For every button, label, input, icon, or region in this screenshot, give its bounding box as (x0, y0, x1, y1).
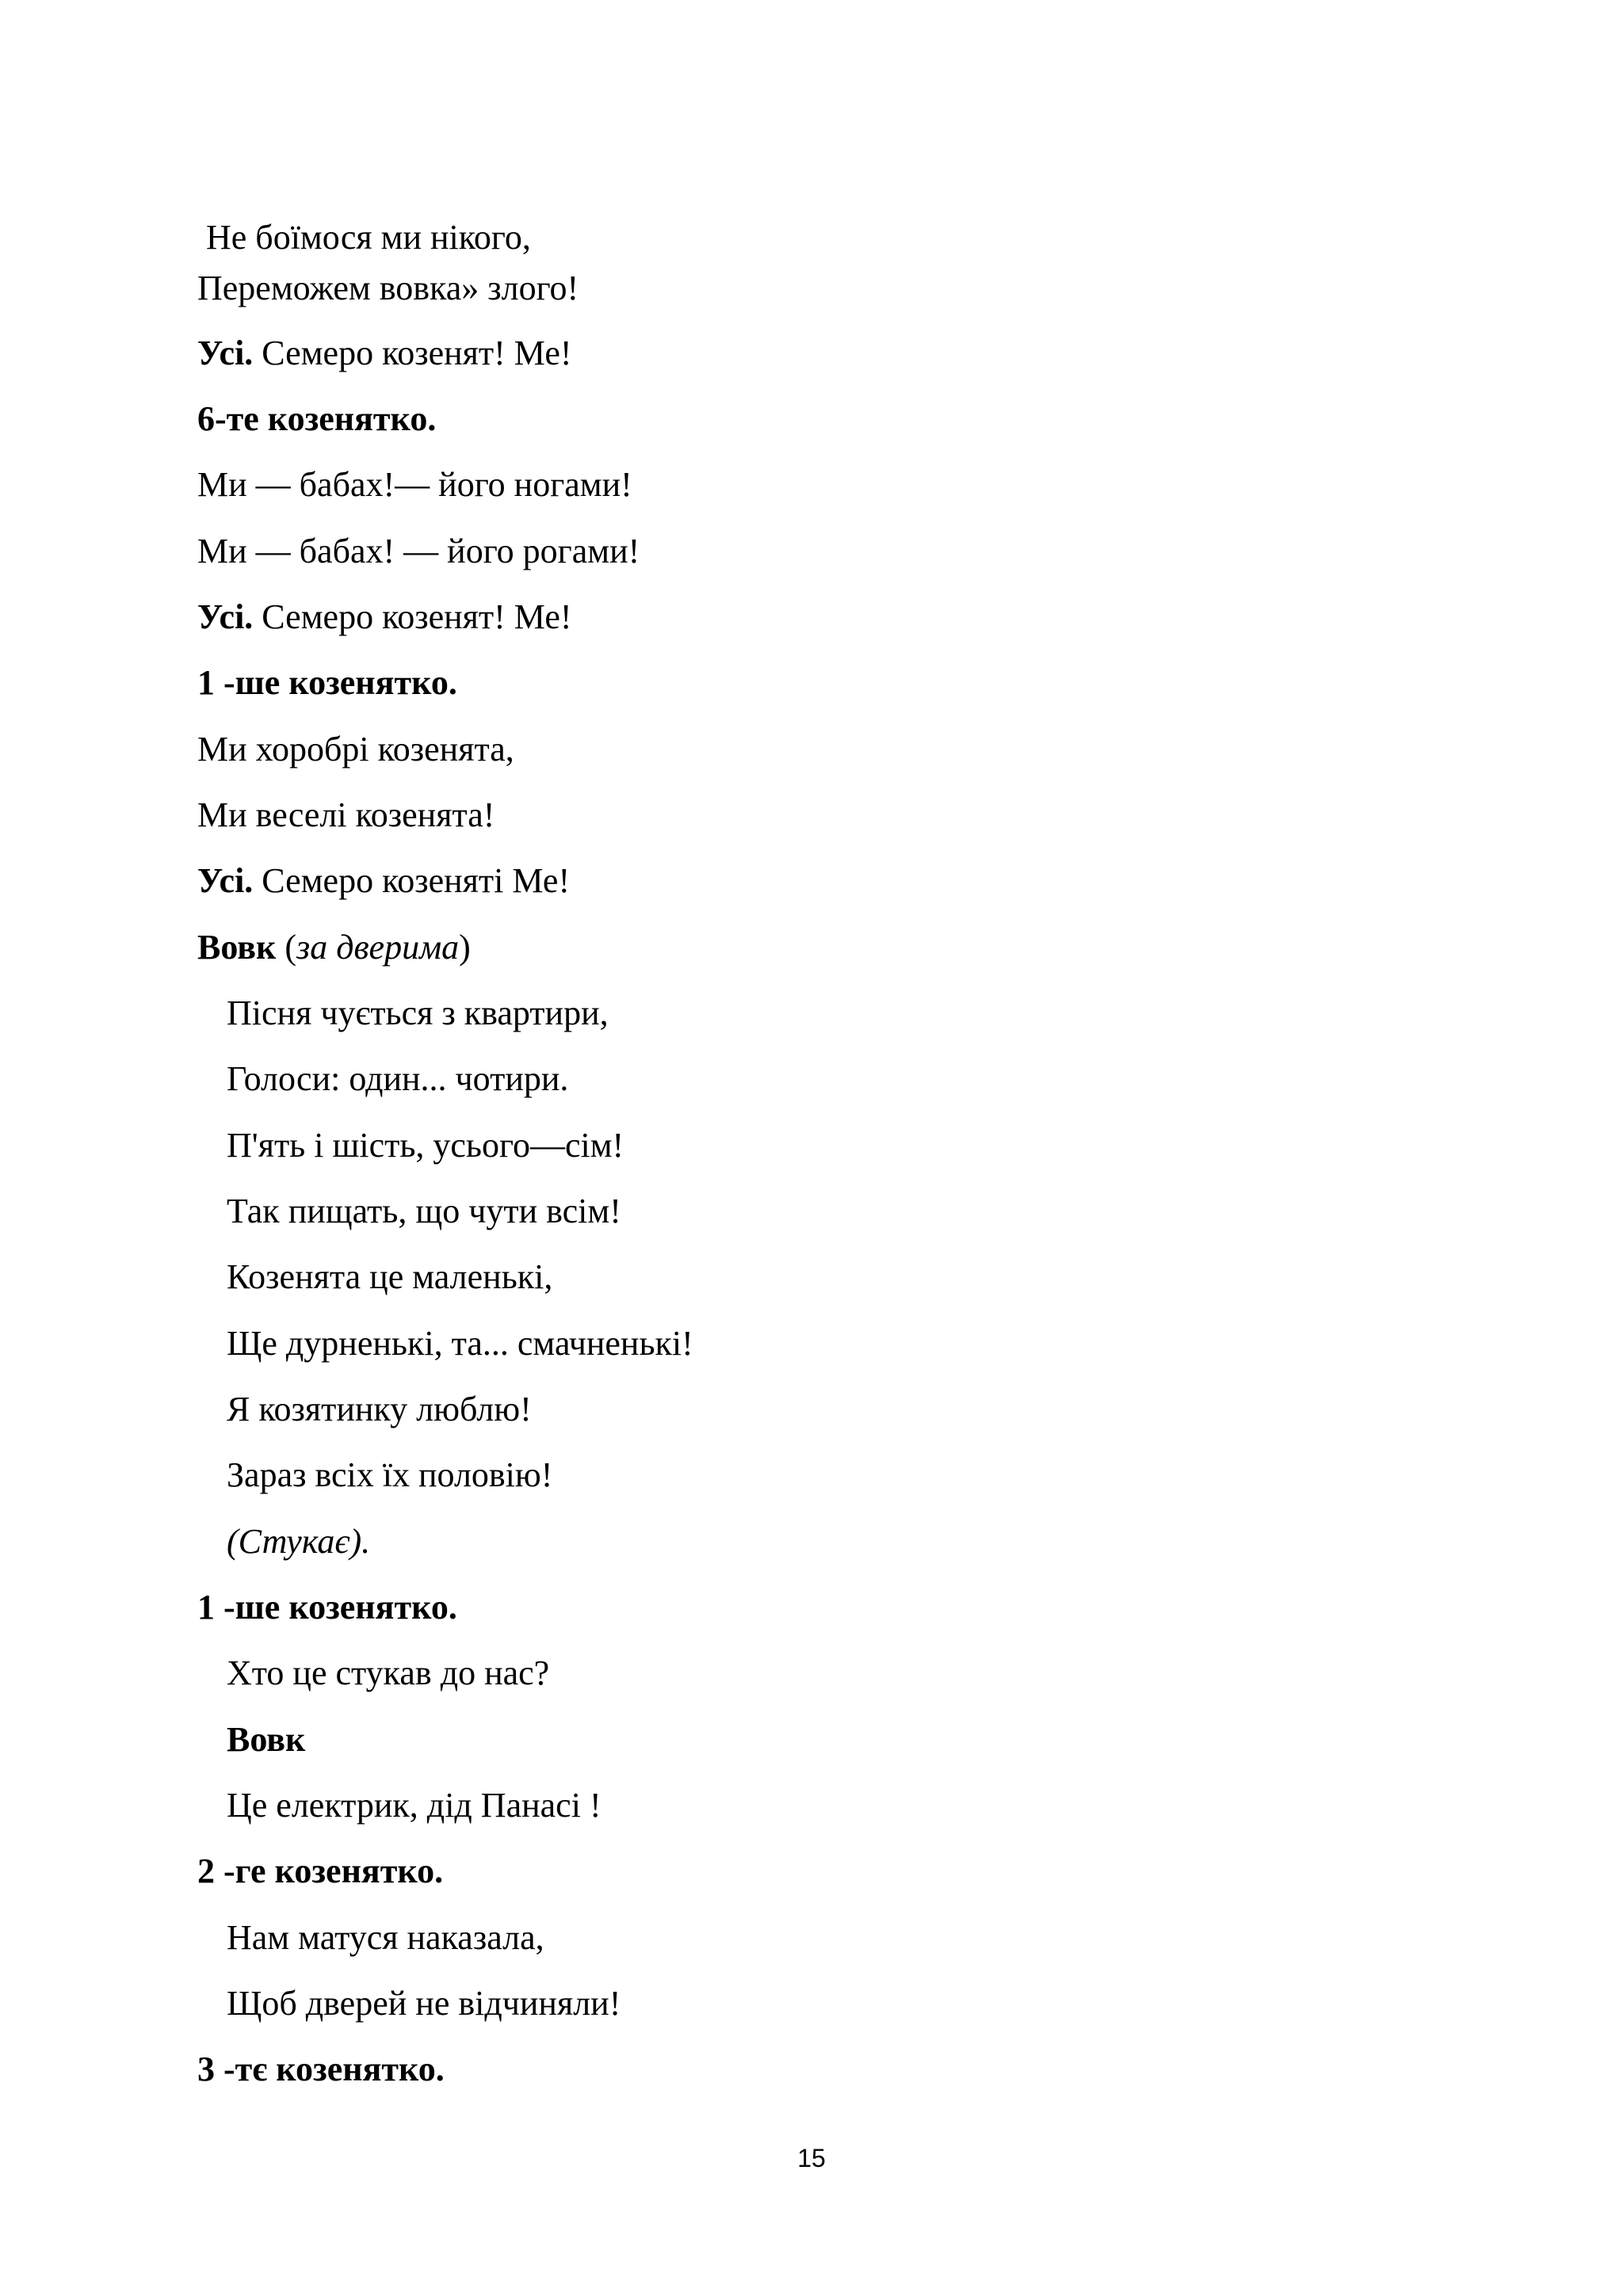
speaker-heading (197, 2052, 445, 2087)
line-text: Щоб дверей не відчиняли! (227, 1984, 621, 2023)
verse-line (227, 1194, 621, 1229)
verse-line (227, 1986, 621, 2021)
line-text: Семеро козеняті Ме! (253, 861, 571, 900)
line-text: Нам матуся наказала, (227, 1918, 544, 1957)
verse-line (227, 1326, 693, 1361)
speaker-name: Усі. (197, 597, 254, 636)
speaker-heading (197, 399, 437, 438)
speaker-name: 2 -ге козенятко. (197, 1852, 444, 1890)
verse-line (197, 467, 632, 502)
line-text: Ми хоробрі козенята, (197, 730, 514, 769)
page-number: 15 (797, 2144, 826, 2172)
verse-line (227, 1257, 553, 1296)
speaker-heading (197, 663, 457, 702)
verse-line (197, 220, 531, 255)
stage-direction: за дверима (296, 928, 460, 967)
line-text: Пісня чується з квартири, (227, 994, 609, 1032)
speaker-name: 1 -ше козенятко. (197, 663, 457, 702)
speaker-heading (197, 1854, 443, 1889)
speaker-name: Усі. (197, 334, 254, 372)
verse-line (227, 1653, 550, 1692)
verse-line (227, 1059, 569, 1098)
line-text: Це електрик, дід Панасі ! (227, 1786, 601, 1825)
verse-line (227, 1128, 624, 1163)
paren-open: ( (276, 928, 297, 967)
line-text: Не боїмося ми нікого, (197, 218, 531, 257)
speaker-heading (197, 930, 471, 965)
speaker-name: 3 -тє козенятко. (197, 2050, 445, 2088)
speaker-name: 6-те козенятко. (197, 399, 437, 438)
line-text: П'ять і шість, усього—сім! (227, 1126, 624, 1165)
line-text: Голоси: один... чотири. (227, 1059, 569, 1098)
verse-line (197, 795, 495, 834)
line-text: Семеро козенят! Ме! (253, 597, 572, 636)
paren-close: ) (459, 928, 471, 967)
speaker-name: 1 -ше козенятко. (197, 1588, 457, 1627)
dialogue-line (197, 336, 572, 371)
verse-line (197, 534, 640, 569)
line-text: Семеро козенят! Ме! (253, 334, 572, 372)
verse-line (227, 996, 609, 1031)
verse-line (227, 1392, 532, 1427)
line-text: Хто це стукав до нас? (227, 1653, 550, 1692)
line-text: Зараз всіх їх половію! (227, 1455, 553, 1494)
line-text: Переможем вовка» злого! (197, 269, 579, 307)
line-text: Ми — бабах! — його рогами! (197, 532, 640, 570)
speaker-heading (197, 1590, 457, 1625)
stage-direction-line (227, 1524, 370, 1559)
speaker-name: Вовк (227, 1720, 306, 1759)
verse-line (227, 1455, 553, 1494)
speaker-heading (227, 1722, 305, 1757)
stage-direction: (Стукає). (227, 1522, 371, 1561)
speaker-name: Усі. (197, 861, 254, 900)
speaker-name: Вовк (197, 928, 277, 967)
line-text: Ще дурненькі, та... смачненькі! (227, 1324, 693, 1363)
verse-line (197, 732, 514, 767)
line-text: Ми веселі козенята! (197, 795, 495, 834)
verse-line (227, 1788, 601, 1823)
line-text: Ми — бабах!— його ногами! (197, 465, 632, 504)
dialogue-line (197, 597, 572, 636)
line-text: Так пищать, що чути всім! (227, 1192, 621, 1230)
dialogue-line (197, 861, 571, 900)
verse-line (227, 1920, 544, 1955)
line-text: Я козятинку люблю! (227, 1390, 532, 1428)
verse-line (197, 271, 579, 306)
line-text: Козенята це маленькі, (227, 1257, 553, 1296)
